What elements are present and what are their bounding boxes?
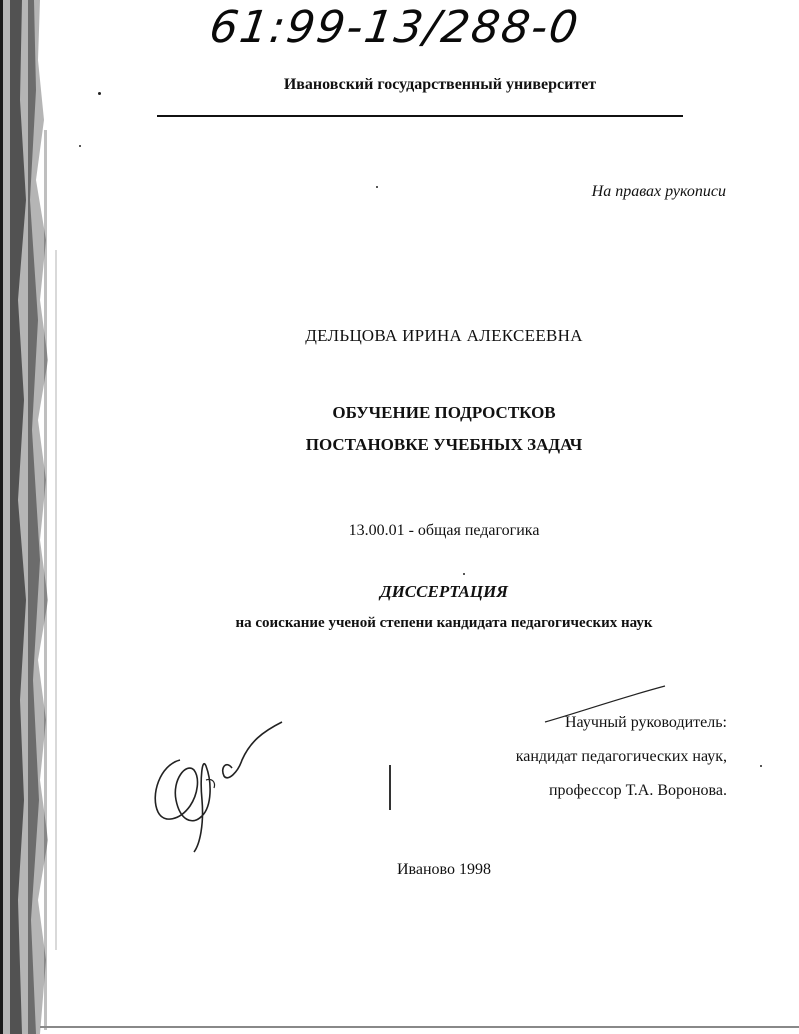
- title-line-1: ОБУЧЕНИЕ ПОДРОСТКОВ: [332, 403, 556, 422]
- manuscript-rights-note: На правах рукописи: [591, 183, 726, 200]
- author-name: ДЕЛЬЦОВА ИРИНА АЛЕКСЕЕВНА: [305, 326, 583, 345]
- pen-strike-mark: [540, 684, 670, 724]
- dissertation-purpose: на соискание ученой степени кандидата педагогических наук: [235, 615, 653, 631]
- margin-mark: [389, 765, 391, 810]
- specialty-code: 13.00.01 - общая педагогика: [348, 522, 540, 539]
- dissertation-title: [0, 397, 799, 461]
- supervisor-label: Научный руководитель:: [564, 714, 727, 731]
- scan-speck: [98, 92, 101, 95]
- header-divider: [157, 115, 683, 117]
- supervisor-name: профессор Т.А. Воронова.: [548, 782, 727, 799]
- scan-speck: [79, 145, 81, 147]
- supervisor-degree: кандидат педагогических наук,: [515, 748, 727, 765]
- handwritten-signature: [150, 720, 290, 860]
- title-line-2: ПОСТАНОВКЕ УЧЕБНЫХ ЗАДАЧ: [305, 435, 583, 454]
- scan-speck: [760, 765, 762, 767]
- dissertation-type: ДИССЕРТАЦИЯ: [379, 582, 509, 601]
- city-year: Иваново 1998: [396, 861, 491, 878]
- scan-bottom-edge: [40, 1026, 799, 1028]
- university-name: Ивановский государственный университет: [283, 76, 597, 93]
- archive-code-handwritten: 61:99-13/288-0: [206, 2, 583, 53]
- scan-speck: [376, 186, 378, 188]
- scan-speck: [463, 573, 465, 575]
